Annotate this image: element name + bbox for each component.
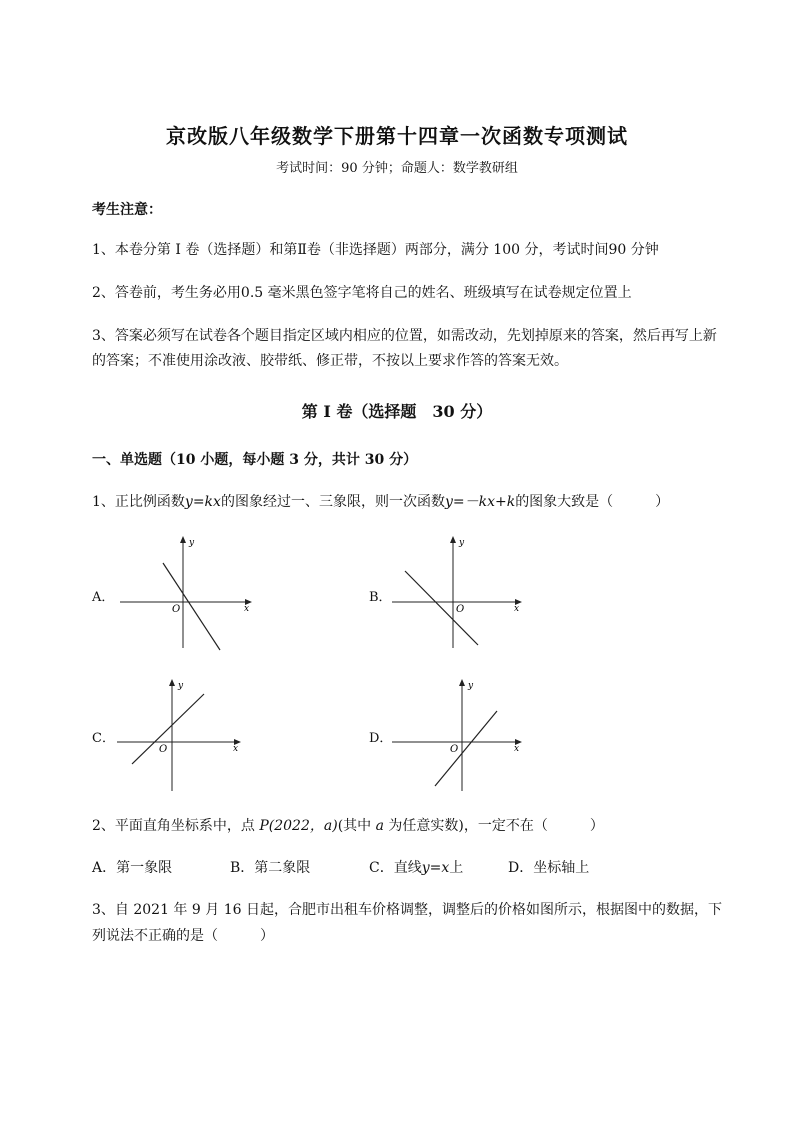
q2-option-c-equation: y=x (421, 860, 450, 876)
q2-prefix: 2、平面直角坐标系中，点 (92, 818, 260, 834)
question-3-line-2: 列说法不正确的是（ ） (92, 928, 274, 944)
q1-option-b-label: B． (369, 590, 392, 605)
page-title: 京改版八年级数学下册第十四章一次函数专项测试 (166, 124, 628, 148)
q2-option-a: A．第一象限 (92, 860, 173, 876)
q1-option-c-label: C． (92, 731, 115, 746)
x-axis-label: x (233, 744, 239, 754)
part-title: 一、单选题（10 小题，每小题 3 分，共计 30 分） (92, 452, 418, 468)
q1-prefix: 1、正比例函数 (92, 494, 185, 510)
q2-option-c-text: C．直线 (369, 860, 422, 876)
x-axis-label: x (244, 604, 250, 614)
notice-item-3: 3、答案必须写在试卷各个题目指定区域内相应的位置，如需改动，先划掉原来的答案，然后再写上新 (92, 328, 717, 344)
y-axis-label: y (178, 681, 184, 691)
q2-option-d: D．坐标轴上 (508, 860, 590, 876)
notice-item-2: 2、答卷前，考生务必用0.5 毫米黑色签字笔将自己的姓名、班级填写在试卷规定位置上 (92, 285, 632, 301)
y-axis-arrow (450, 536, 456, 543)
q1-option-a-label: A． (92, 590, 115, 605)
function-line (435, 711, 497, 786)
q1-equation-1: y=kx (184, 494, 221, 510)
origin-label: O (450, 744, 459, 755)
origin-label: O (159, 744, 168, 755)
q1-option-b-graph (390, 533, 530, 653)
exam-info: 考试时间：90 分钟；命题人：数学教研组 (276, 161, 518, 176)
q2-var: a (375, 818, 384, 834)
q1-option-d-label: D． (369, 731, 393, 746)
q2-option-c-suffix: 上 (449, 860, 464, 876)
q1-option-c-graph (112, 676, 252, 796)
function-line (132, 694, 204, 764)
y-axis-label: y (189, 538, 195, 548)
q2-suffix: 为任意实数)，一定不在（ ） (383, 818, 604, 834)
notice-item-1: 1、本卷分第 I 卷（选择题）和第Ⅱ卷（非选择题）两部分，满分 100 分，考试时间90 分钟 (92, 242, 659, 258)
notice-heading: 考生注意： (92, 202, 162, 218)
q2-point: P(2022，a) (259, 818, 338, 834)
q1-middle: 的图象经过一、三象限，则一次函数 (220, 494, 445, 510)
q1-equation-2: y=－kx+k (444, 494, 516, 510)
section-title: 第 I 卷（选择题 30 分） (301, 402, 493, 421)
q1-suffix: 的图象大致是（ ） (515, 494, 670, 510)
x-axis-label: x (514, 744, 520, 754)
question-1 (92, 491, 669, 513)
q2-option-b: B．第二象限 (230, 860, 311, 876)
y-axis-label: y (468, 681, 474, 691)
origin-label: O (172, 604, 181, 615)
q1-option-a-graph (115, 533, 255, 653)
q1-option-d-graph (390, 676, 530, 796)
y-axis-arrow (180, 536, 186, 543)
x-axis-label: x (514, 604, 520, 614)
q2-option-c (369, 857, 463, 879)
notice-item-3-cont: 的答案；不准使用涂改液、胶带纸、修正带，不按以上要求作答的答案无效。 (92, 353, 568, 369)
q2-middle: (其中 (337, 818, 376, 834)
y-axis-label: y (459, 538, 465, 548)
origin-label: O (456, 604, 465, 615)
y-axis-arrow (459, 679, 465, 686)
question-3-line-1: 3、自 2021 年 9 月 16 日起，合肥市出租车价格调整，调整后的价格如图所示，根据图中的数据，下 (92, 902, 722, 918)
function-line (405, 571, 478, 645)
y-axis-arrow (169, 679, 175, 686)
question-2 (92, 815, 604, 837)
